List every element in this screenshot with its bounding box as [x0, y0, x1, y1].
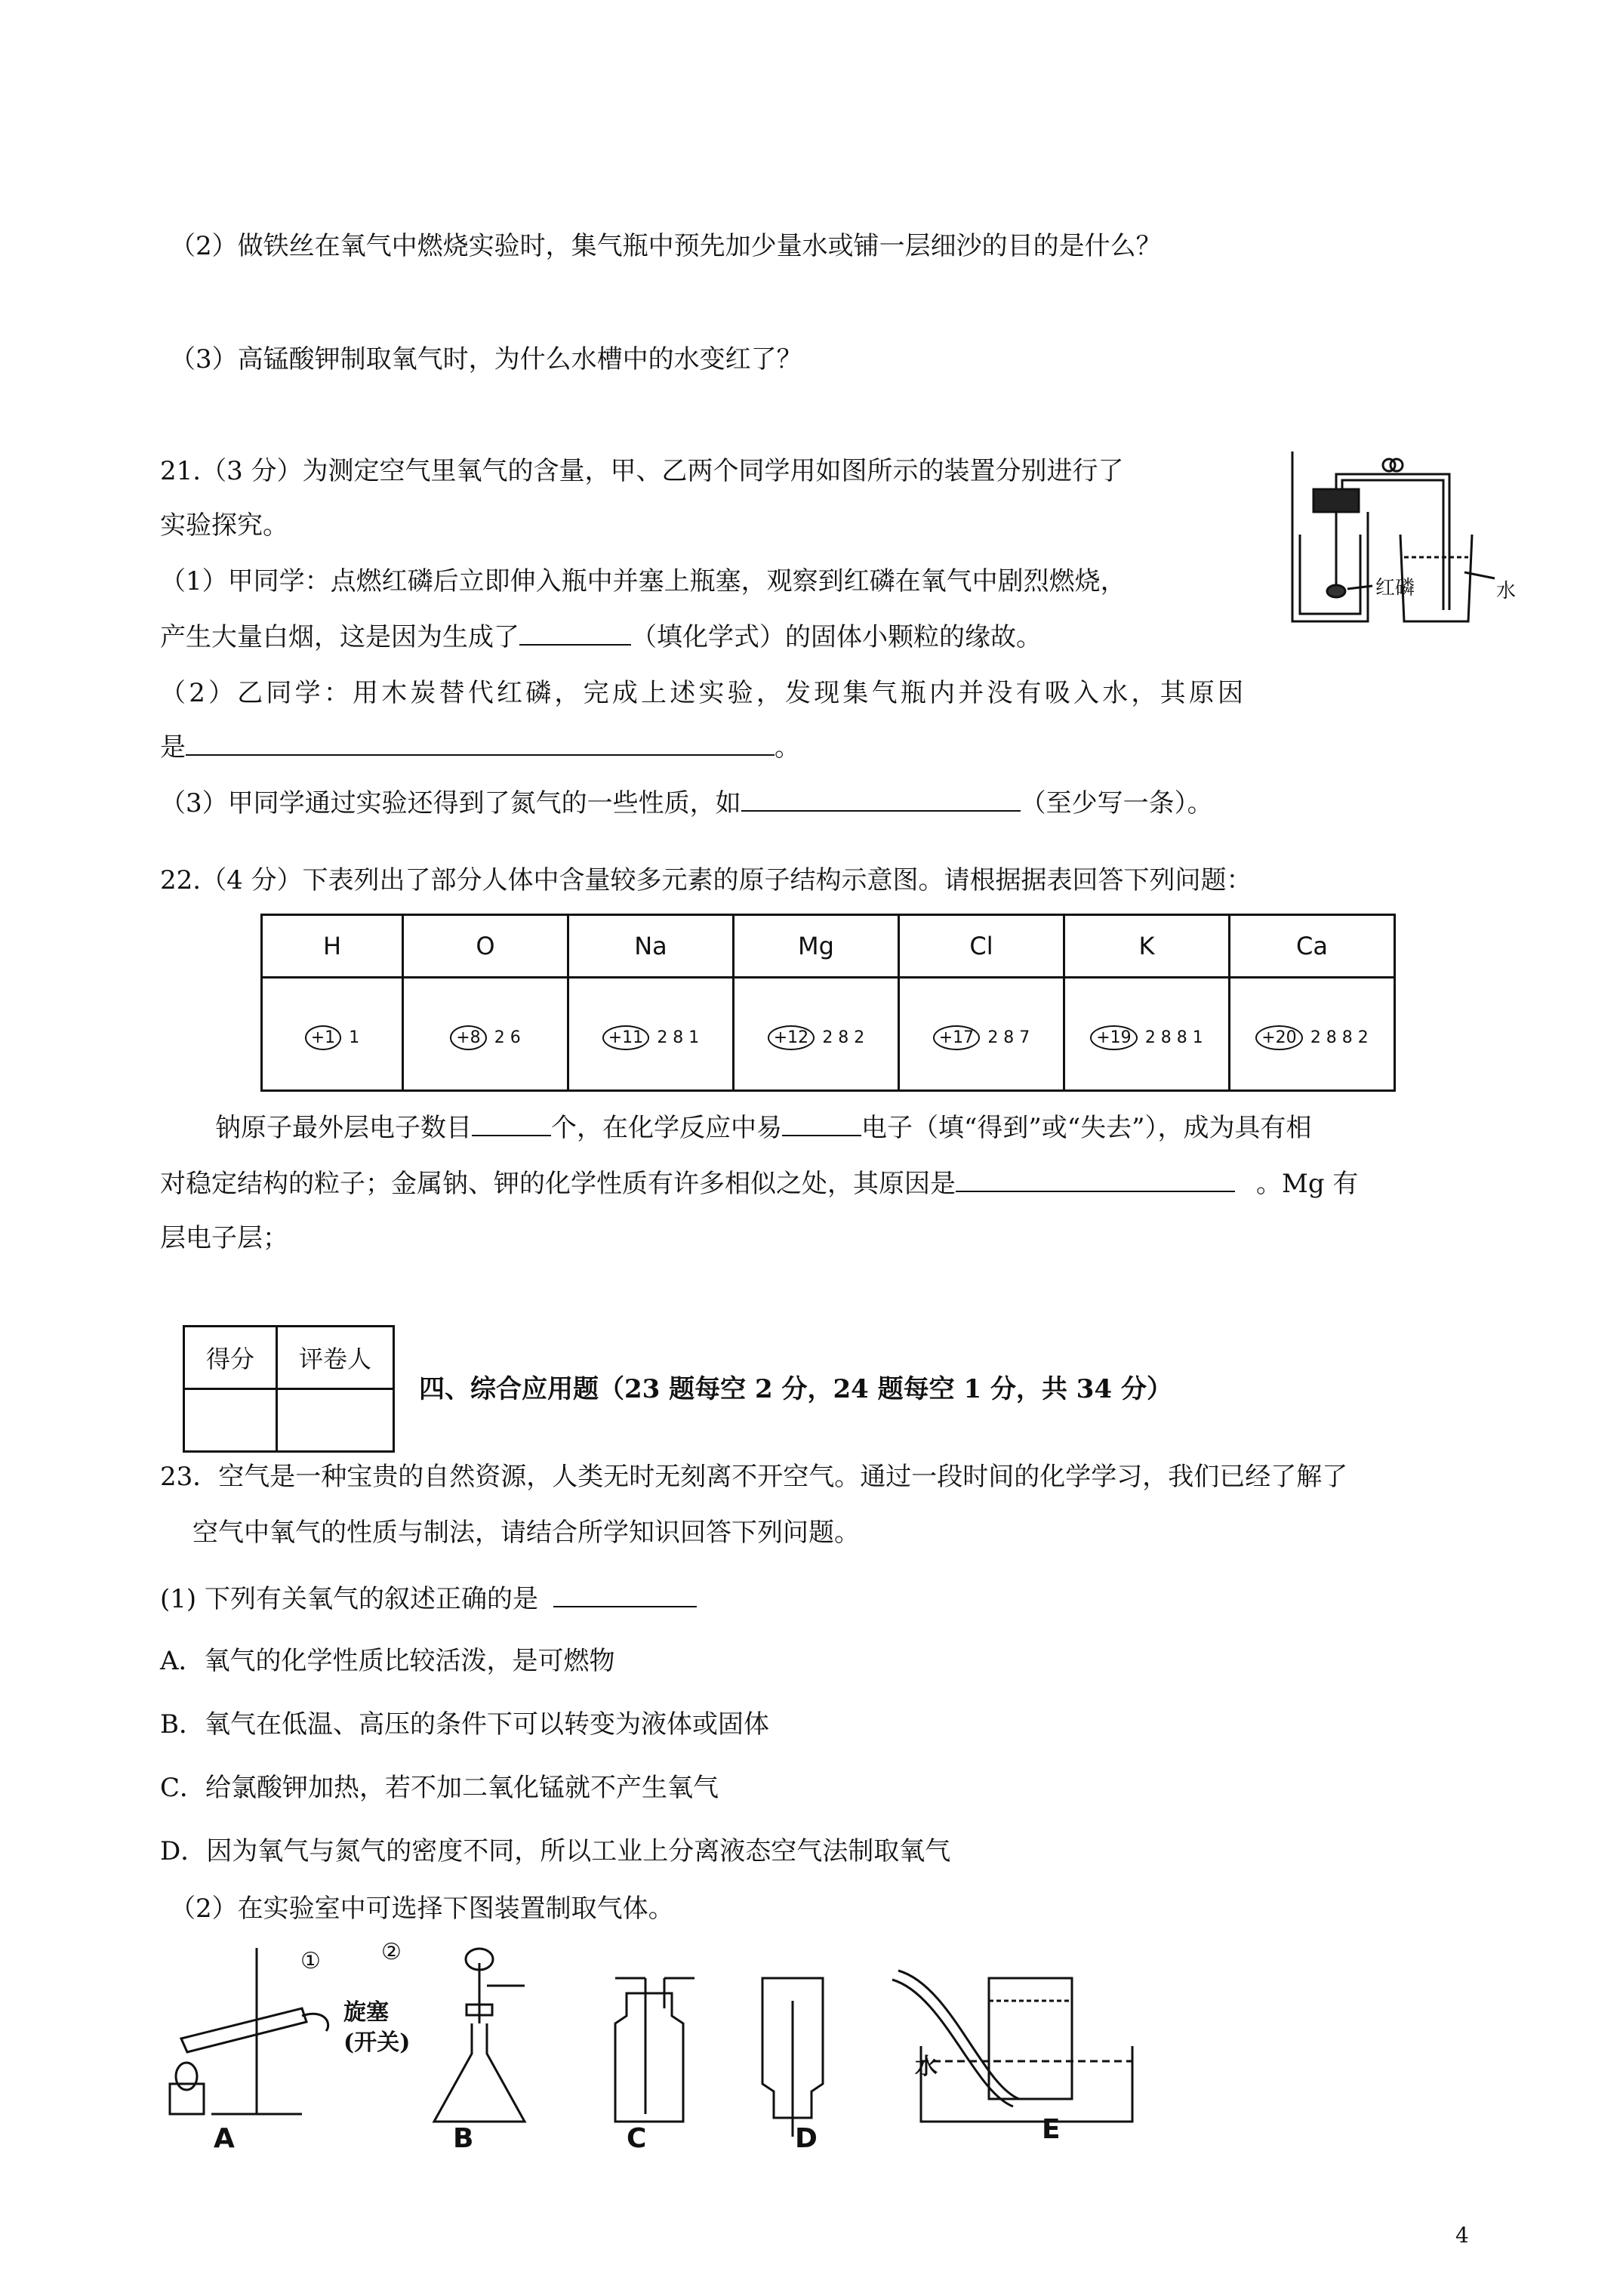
- atom-diagram: +12 2 8 2: [734, 978, 899, 1091]
- q21-part2-line1: （2）乙同学：用木炭替代红磷，完成上述实验，发现集气瓶内并没有吸入水，其原因: [160, 678, 1247, 708]
- section-4-title: 四、综合应用题（23 题每空 2 分，24 题每空 1 分，共 34 分）: [419, 1374, 1172, 1404]
- score-table: [183, 1325, 395, 1453]
- apparatus-label-a: A: [214, 2123, 235, 2154]
- q21-part1-line2: 产生大量白烟，这是因为生成了 （填化学式）的固体小颗粒的缘故。: [160, 616, 1042, 653]
- apparatus-label-c: C: [627, 2123, 647, 2154]
- answer-blank[interactable]: [186, 729, 775, 756]
- answer-blank[interactable]: [519, 618, 631, 646]
- q22-stem: 22.（4 分）下表列出了部分人体中含量较多元素的原子结构示意图。请根据据表回答下列问题：: [160, 865, 1252, 895]
- mark-1: ①: [300, 1948, 321, 1974]
- q21-stem-line1: 21.（3 分）为测定空气里氧气的含量，甲、乙两个同学用如图所示的装置分别进行了: [160, 456, 1124, 486]
- element-symbol: Na: [568, 915, 734, 978]
- element-symbol: O: [403, 915, 568, 978]
- mark-2: ②: [381, 1939, 402, 1965]
- option-a: A．氧气的化学性质比较活泼，是可燃物: [160, 1646, 615, 1676]
- water-label: 水: [1496, 580, 1517, 603]
- q20-part2: （2）做铁丝在氧气中燃烧实验时，集气瓶中预先加少量水或铺一层细沙的目的是什么？: [170, 231, 1162, 261]
- q23-stem-line2: 空气中氧气的性质与制法，请结合所学知识回答下列问题。: [192, 1518, 860, 1548]
- q22-answer-line3: 层电子层；: [160, 1223, 288, 1253]
- atom-diagram: +11 2 8 1: [568, 978, 734, 1091]
- q21-part1-line1: （1）甲同学：点燃红磷后立即伸入瓶中并塞上瓶塞，观察到红磷在氧气中剧烈燃烧，: [160, 566, 1126, 596]
- answer-blank[interactable]: [741, 784, 1021, 812]
- atom-diagram: +17 2 8 7: [899, 978, 1064, 1091]
- red-phosphorus-label: 红磷: [1375, 577, 1415, 599]
- q23-part2: （2）在实验室中可选择下图装置制取气体。: [170, 1894, 674, 1924]
- atomic-structure-table: [260, 914, 1396, 1092]
- valve-label: 旋塞: [343, 1999, 389, 2026]
- oxygen-measure-apparatus-figure: [1283, 444, 1525, 633]
- apparatus-label-e: E: [1042, 2114, 1061, 2145]
- answer-blank[interactable]: [956, 1165, 1235, 1192]
- apparatus-label-b: B: [453, 2123, 474, 2154]
- grader-cell[interactable]: [277, 1389, 394, 1452]
- element-symbol: Mg: [734, 915, 899, 978]
- apparatus-label-d: D: [795, 2123, 818, 2154]
- q22-answer-line1: 钠原子最外层电子数目 个，在化学反应中易 电子（填“得到”或“失去”），成为具有相: [215, 1107, 1312, 1144]
- atom-diagram: +20 2 8 8 2: [1230, 978, 1395, 1091]
- valve-switch-label: (开关): [343, 2029, 411, 2056]
- q20-part3: （3）高锰酸钾制取氧气时，为什么水槽中的水变红了？: [170, 344, 802, 374]
- option-b: B．氧气在低温、高压的条件下可以转变为液体或固体: [160, 1709, 769, 1740]
- grader-header: 评卷人: [277, 1327, 394, 1389]
- atom-diagram: +8 2 6: [403, 978, 568, 1091]
- q21-part3: （3）甲同学通过实验还得到了氮气的一些性质，如 （至少写一条）。: [160, 782, 1213, 819]
- element-symbol: Cl: [899, 915, 1064, 978]
- score-cell[interactable]: [184, 1389, 277, 1452]
- answer-blank[interactable]: [553, 1580, 697, 1607]
- page-number: 4: [1455, 2223, 1469, 2248]
- q23-part1: (1) 下列有关氧气的叙述正确的是: [160, 1578, 697, 1615]
- score-header: 得分: [184, 1327, 277, 1389]
- q21-stem-line2: 实验探究。: [160, 510, 288, 541]
- answer-blank[interactable]: [782, 1109, 861, 1136]
- answer-blank[interactable]: [472, 1109, 551, 1136]
- element-symbol: Ca: [1230, 915, 1395, 978]
- q22-answer-line2: 对稳定结构的粒子；金属钠、钾的化学性质有许多相似之处，其原因是 。Mg 有: [160, 1163, 1358, 1200]
- option-d: D．因为氧气与氮气的密度不同，所以工业上分离液态空气法制取氧气: [160, 1836, 951, 1866]
- atom-diagram: +19 2 8 8 1: [1064, 978, 1230, 1091]
- q21-part2-line2: 是 。: [160, 726, 800, 763]
- trough-water-label: 水: [915, 2054, 938, 2080]
- option-c: C．给氯酸钾加热，若不加二氧化锰就不产生氧气: [160, 1773, 719, 1803]
- element-symbol: H: [262, 915, 403, 978]
- q23-stem-line1: 23．空气是一种宝贵的自然资源，人类无时无刻离不开空气。通过一段时间的化学学习，我们已经了解了: [160, 1462, 1348, 1492]
- element-symbol: K: [1064, 915, 1230, 978]
- atom-diagram: +1 1: [262, 978, 403, 1091]
